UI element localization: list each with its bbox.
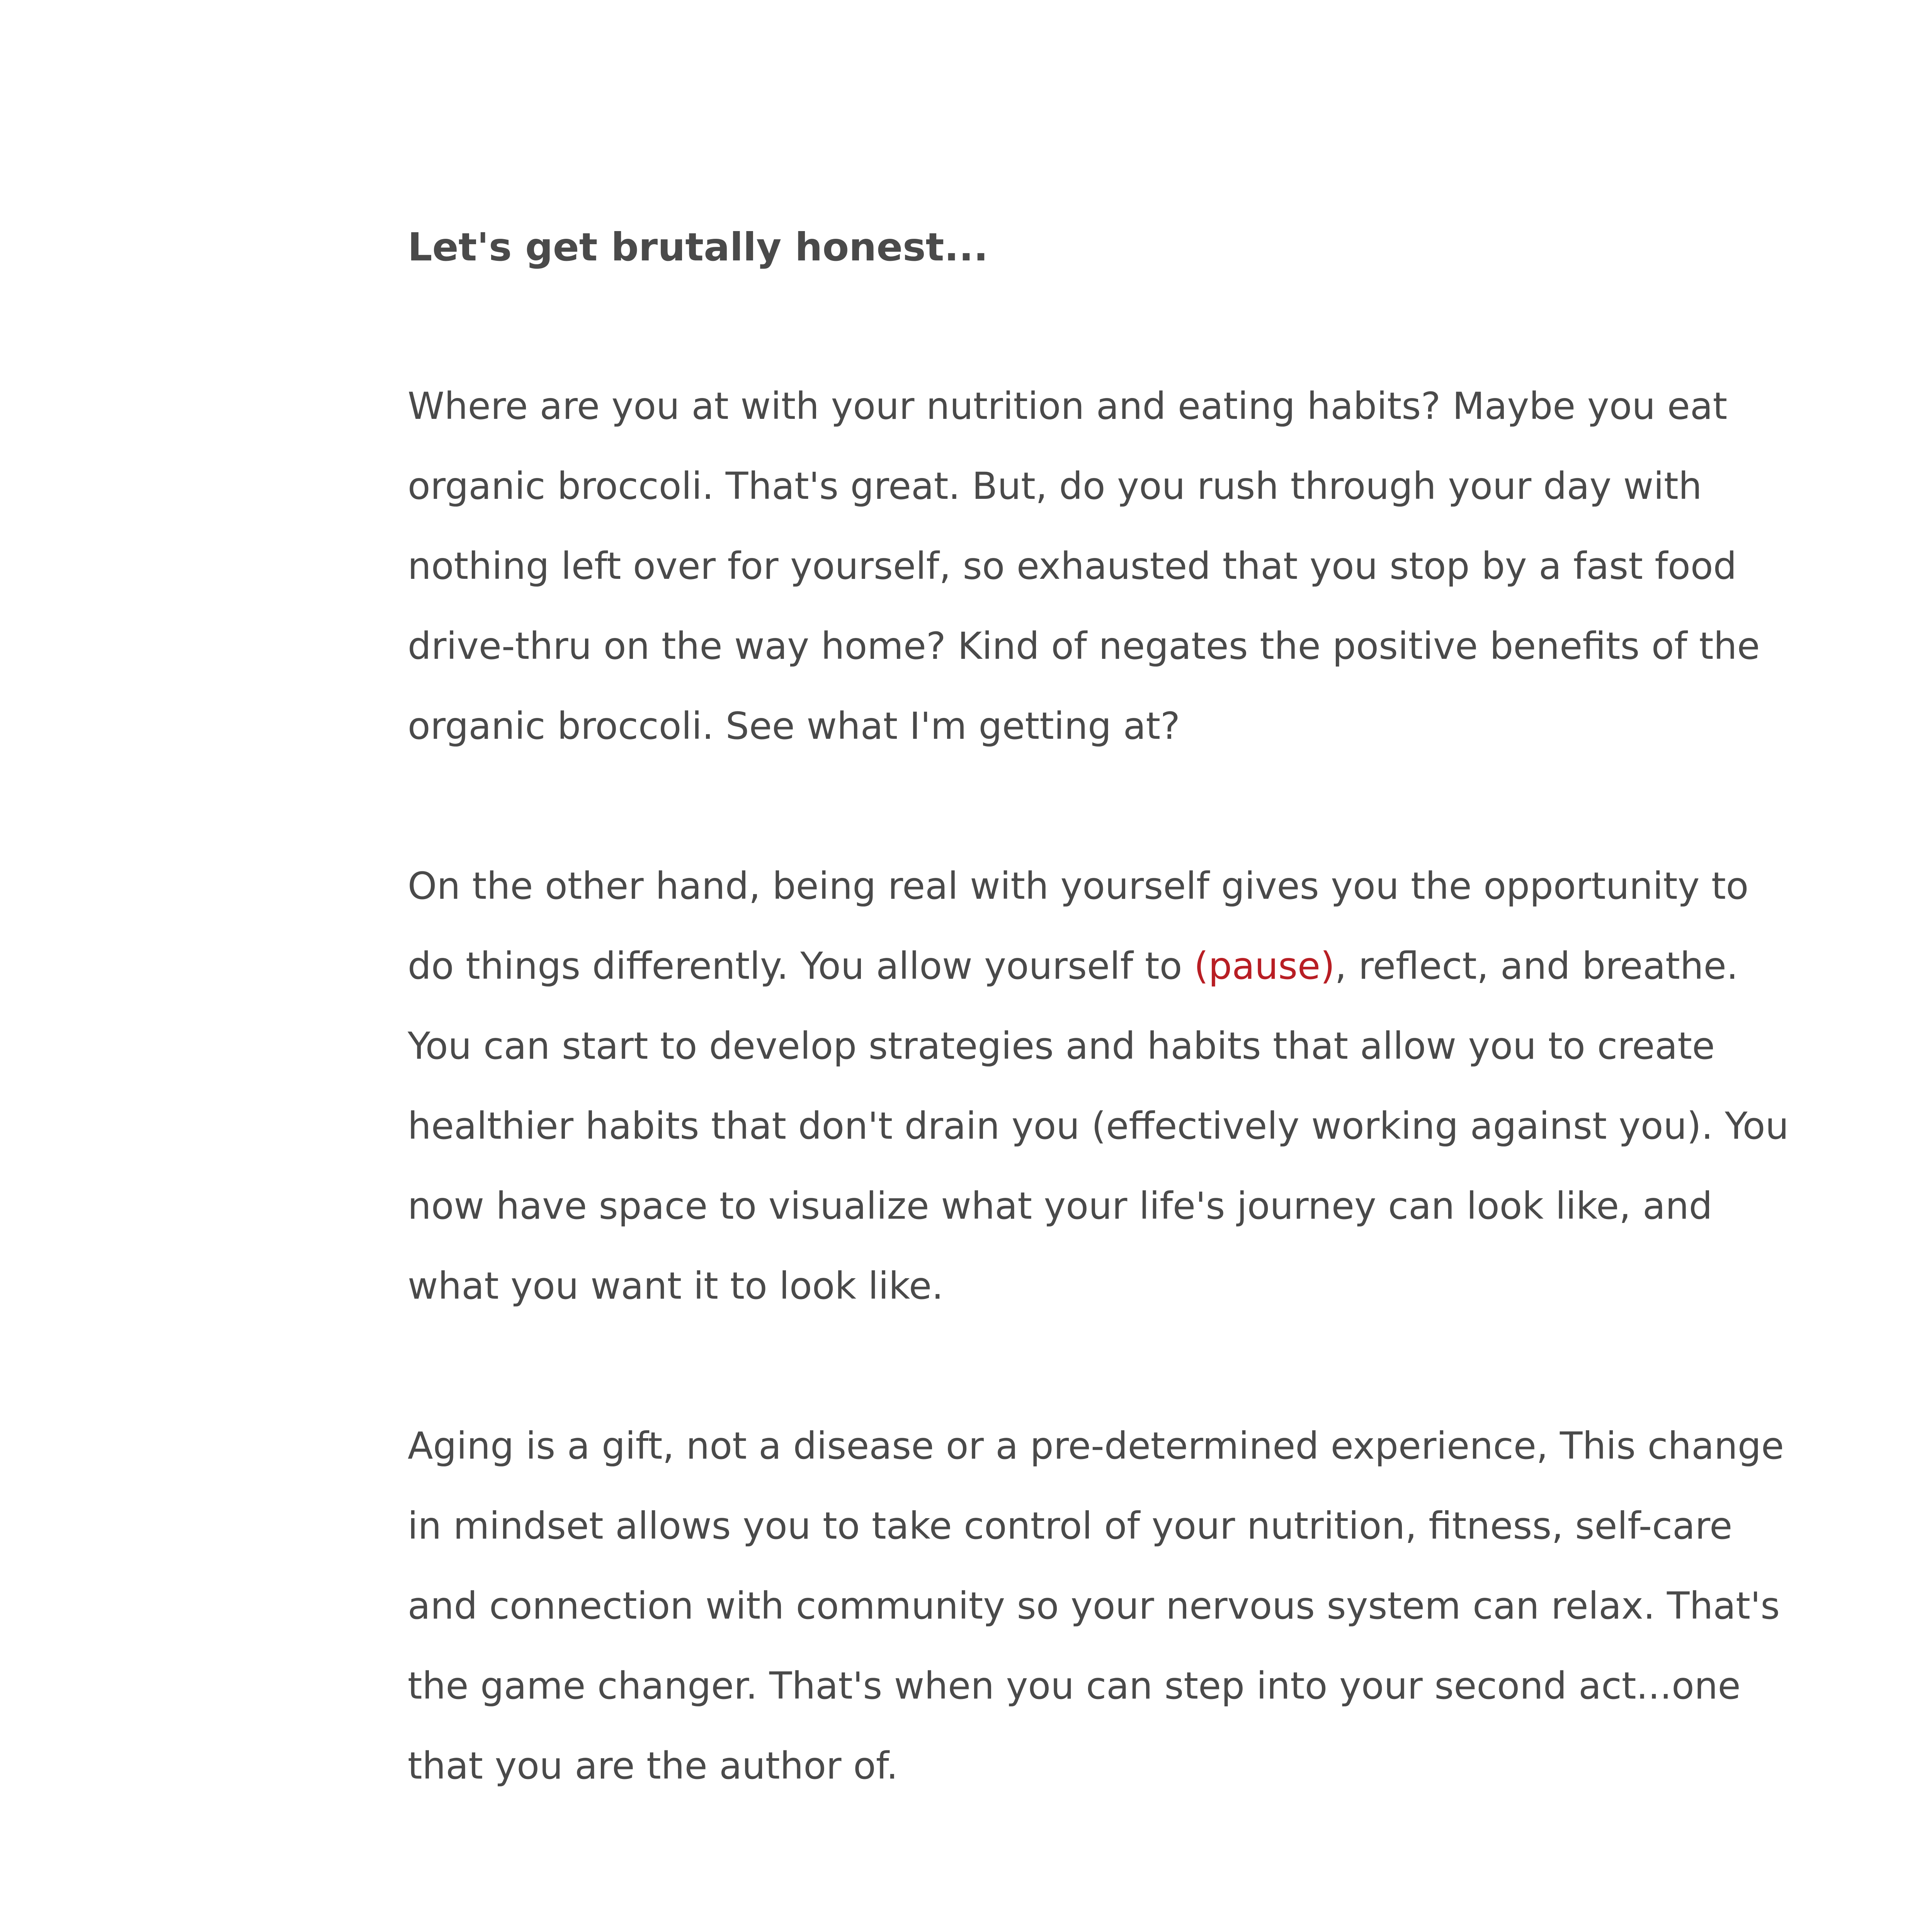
paragraph-other-hand (408, 846, 1799, 1326)
pause-link[interactable]: (pause) (1194, 944, 1335, 988)
paragraph-aging (408, 1406, 1799, 1806)
article-body (408, 224, 1799, 1886)
paragraph-aging-text: Aging is a gift, not a disease or a pre-determined experience, This change in mindset allows you to take control of your nutrition, fitness, self-care and connection with community so your nervous system can relax. That's the game changer. That's when you can step into your second act...one that you are the author of. (408, 1424, 1784, 1787)
page-heading: Let's get brutally honest... (408, 224, 988, 270)
paragraph-other-hand-start: On the other hand, being real with yourself gives you the opportunity to do things differently. You allow yourself to (408, 864, 1749, 988)
paragraph-other-hand-end: , reflect, and breathe. You can start to develop strategies and habits that allow you to create healthier habits that don't drain you (effectively working against you). You now have space to visualize what your life's journey can look like, and what you want it to look like. (408, 944, 1789, 1308)
paragraph-nutrition-text: Where are you at with your nutrition and eating habits? Maybe you eat organic broccoli. That's great. But, do you rush through your day with nothing left over for yourself, so exhausted that you stop by a fast food drive-thru on the way home? Kind of negates the positive benefits of the organic broccoli. See what I'm getting at? (408, 384, 1760, 748)
paragraph-nutrition (408, 366, 1799, 766)
